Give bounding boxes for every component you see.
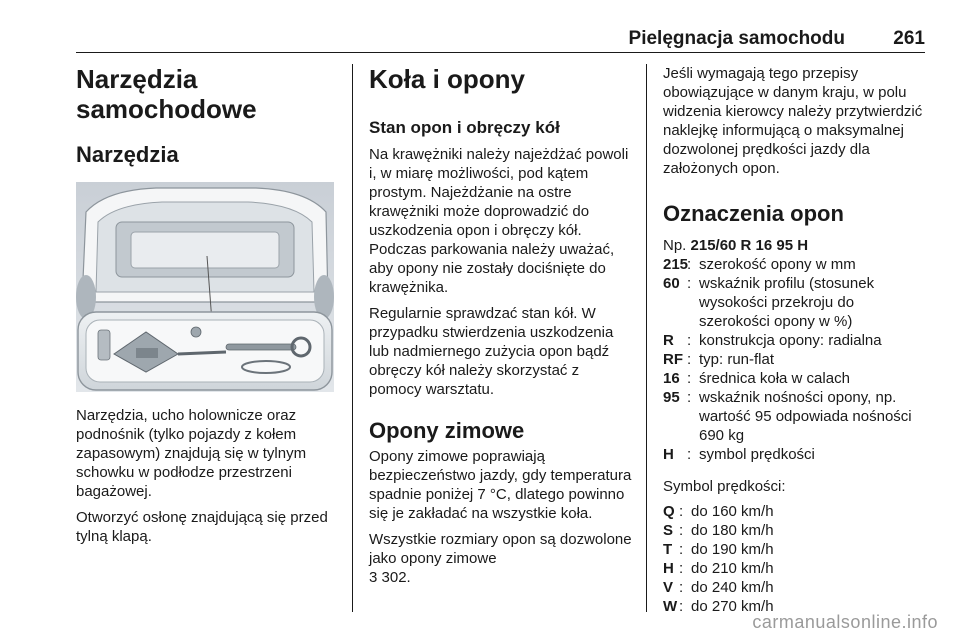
section-title-wheels: Koła i opony: [369, 64, 525, 94]
speed-symbol-key: Q: [663, 503, 675, 520]
tire-code-row: [663, 388, 926, 445]
tire-code-row: [663, 274, 926, 331]
winter-paragraph-2-text: Wszystkie rozmiary opon są dozwolone jako opony zimowe: [369, 531, 632, 567]
tire-code-separator: :: [687, 351, 692, 368]
page-reference-link[interactable]: 3 302.: [369, 569, 411, 586]
example-code: 215/60 R 16 95 H: [690, 237, 809, 254]
tire-code-key: 60: [663, 275, 680, 292]
column-divider-1: [352, 64, 353, 612]
speed-symbol-value: do 190 km/h: [691, 541, 774, 558]
tire-code-value: średnica koła w calach: [699, 370, 850, 387]
speed-symbol-value: do 160 km/h: [691, 503, 774, 520]
page-number: 261: [893, 28, 925, 49]
page-header: [76, 26, 925, 53]
winter-paragraph-1: Opony zimowe poprawiają bezpieczeństwo jazdy, gdy temperatura spadnie poniżej 7 °C, dlatego powinno się je zakładać na wszystkie koła.: [369, 448, 632, 522]
tire-code-separator: :: [687, 256, 692, 273]
speed-symbol-key: V: [663, 579, 674, 596]
speed-sticker-paragraph: Jeśli wymagają tego przepisy obowiązujące w danym kraju, w polu widzenia kierowcy należy przytwierdzić naklejkę informującą o maksymalnej dozwolonej prędkości jazdy dla założonych opon.: [663, 65, 923, 177]
tools-paragraph-2: Otworzyć osłonę znajdującą się przed tylną klapą.: [76, 509, 328, 545]
speed-symbol-value: do 210 km/h: [691, 560, 774, 577]
subsection-title-winter: Opony zimowe: [369, 418, 525, 443]
speed-symbol-row: [663, 540, 926, 559]
speed-symbol-list: [663, 502, 926, 616]
section-title-tire-marking: Oznaczenia opon: [663, 201, 844, 226]
speed-symbol-separator: :: [679, 579, 684, 596]
section-title-tools: Narzędzia samochodowe: [76, 64, 257, 124]
tire-code-key: H: [663, 446, 674, 463]
column-tools: [76, 64, 334, 546]
speed-symbol-row: [663, 578, 926, 597]
tire-code-row: [663, 331, 926, 350]
tire-code-value: symbol prędkości: [699, 446, 815, 463]
running-title: Pielęgnacja samochodu: [628, 28, 845, 49]
tire-code-separator: :: [687, 332, 692, 349]
tire-code-row: [663, 445, 926, 464]
speed-symbol-value: do 270 km/h: [691, 598, 774, 615]
speed-symbol-row: [663, 559, 926, 578]
tire-code-value: typ: run-flat: [699, 351, 775, 368]
tire-code-value: konstrukcja opony: radialna: [699, 332, 882, 349]
column-wheels: [369, 64, 632, 587]
tire-code-row: [663, 255, 926, 274]
speed-symbol-value: do 240 km/h: [691, 579, 774, 596]
tire-code-value: szerokość opony w mm: [699, 256, 856, 273]
speed-symbol-key: S: [663, 522, 674, 539]
tire-code-key: 16: [663, 370, 680, 387]
condition-paragraph-1: Na krawężniki należy najeżdżać powoli i, w miarę możliwości, pod kątem prostym. Najeżdżanie na ostre krawężniki może doprowadzić do uszkodzenia opon i obręczy kół. Podczas parkowania należy uważać, aby opony nie zostały dociśnięte do krawężnika.: [369, 146, 629, 296]
tire-code-row: [663, 350, 926, 369]
speed-symbol-key: H: [663, 560, 674, 577]
trunk-tools-illustration: [76, 182, 334, 392]
speed-symbol-separator: :: [679, 541, 684, 558]
tire-code-separator: :: [687, 370, 692, 387]
winter-paragraph-2: [369, 530, 632, 587]
tire-code-separator: :: [687, 446, 692, 463]
tire-code-separator: :: [687, 275, 692, 292]
speed-symbol-separator: :: [679, 598, 684, 615]
tire-code-value: wskaźnik profilu (stosunek wysokości przekroju do szerokości opony w %): [699, 275, 875, 330]
speed-symbol-row: [663, 521, 926, 540]
speed-symbol-heading: Symbol prędkości:: [663, 478, 786, 495]
example-prefix: Np.: [663, 237, 687, 254]
speed-symbol-separator: :: [679, 522, 684, 539]
tire-code-key: RF: [663, 351, 683, 368]
tire-code-example: [663, 236, 926, 255]
tools-paragraph-1: Narzędzia, ucho holownicze oraz podnośnik (tylko pojazdy z kołem zapasowym) znajdują się w tylnym schowku w podłodze przestrzeni bagażowej.: [76, 407, 307, 500]
tire-code-key: 215: [663, 256, 689, 273]
speed-symbol-key: T: [663, 541, 673, 558]
speed-symbol-value: do 180 km/h: [691, 522, 774, 539]
column-divider-2: [646, 64, 647, 612]
tire-code-row: [663, 369, 926, 388]
watermark-text: carmanualsonline.info: [752, 612, 938, 632]
condition-paragraph-2: Regularnie sprawdzać stan kół. W przypadku stwierdzenia uszkodzenia lub nadmiernego zużycia opon bądź obręczy kół należy skorzystać z pomocy warsztatu.: [369, 305, 614, 398]
column-tire-marking: [663, 64, 926, 616]
speed-symbol-separator: :: [679, 560, 684, 577]
tire-code-key: 95: [663, 389, 680, 406]
tire-code-separator: :: [687, 389, 692, 406]
subsection-title-condition: Stan opon i obręczy kół: [369, 118, 560, 137]
speed-symbol-separator: :: [679, 503, 684, 520]
tire-code-legend: [663, 255, 926, 464]
speed-symbol-key: W: [663, 598, 678, 615]
speed-symbol-row: [663, 502, 926, 521]
tire-code-value: wskaźnik nośności opony, np. wartość 95 odpowiada nośności 690 kg: [699, 389, 912, 444]
tire-code-key: R: [663, 332, 674, 349]
subsection-title-tools: Narzędzia: [76, 142, 179, 167]
